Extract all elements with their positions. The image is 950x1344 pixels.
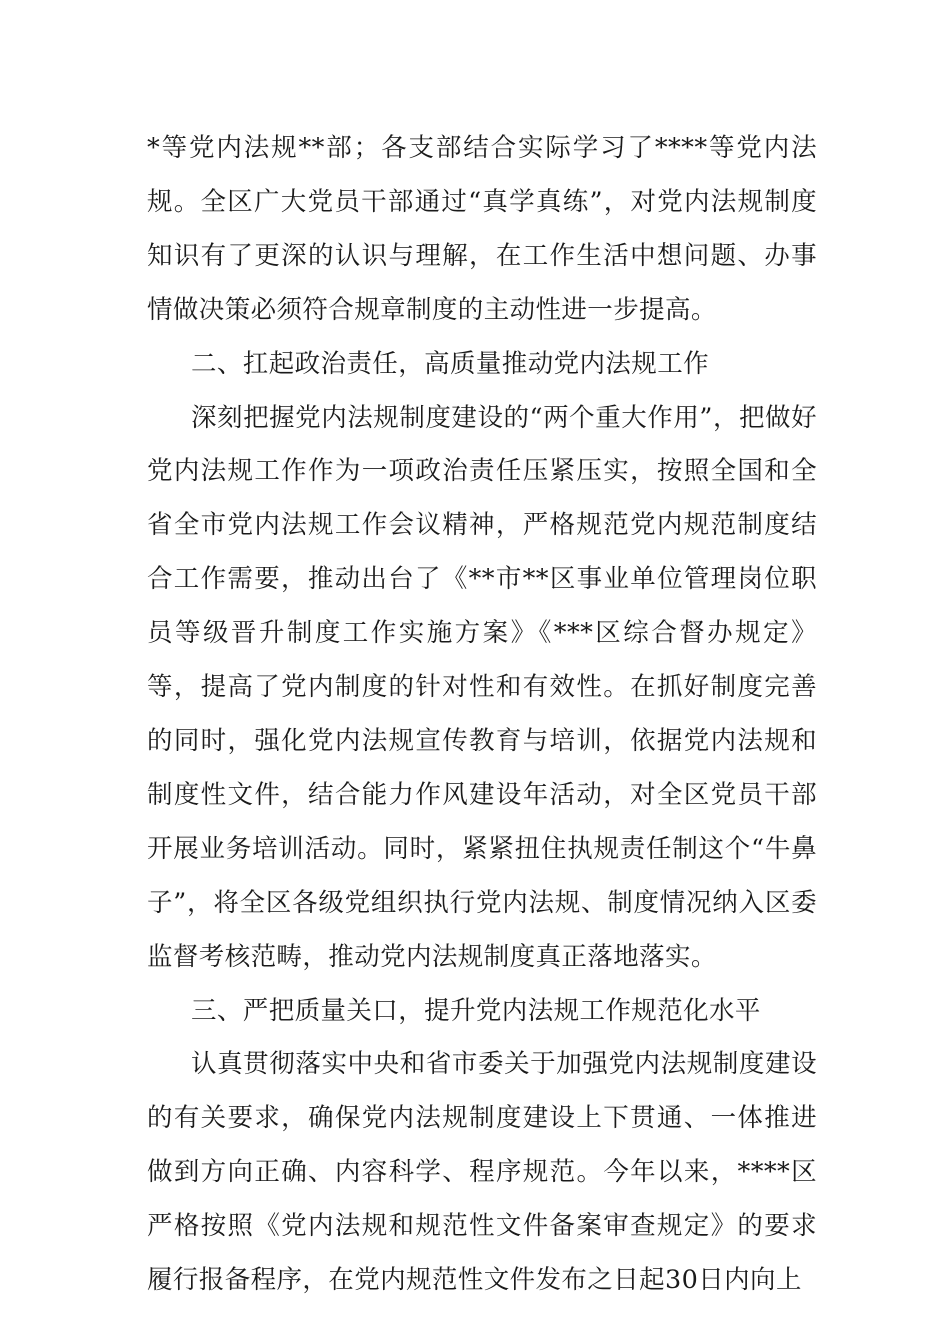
- paragraph-continuation: *等党内法规**部；各支部结合实际学习了****等党内法规。全区广大党员干部通过“真学真练”，对党内法规制度知识有了更深的认识与理解，在工作生活中想问题、办事情做决策必须符合规章制度的主动性进一步提高。: [147, 133, 817, 325]
- section-heading-2: 二、扛起政治责任，高质量推动党内法规工作: [191, 348, 710, 379]
- document-body: [147, 122, 817, 1308]
- paragraph-section-2: 深刻把握党内法规制度建设的“两个重大作用”，把做好党内法规工作作为一项政治责任压紧压实，按照全国和全省全市党内法规工作会议精神，严格规范党内规范制度结合工作需要，推动出台了《**市**区事业单位管理岗位职员等级晋升制度工作实施方案》《***区综合督办规定》等，提高了党内制度的针对性和有效性。在抓好制度完善的同时，强化党内法规宣传教育与培训，依据党内法规和制度性文件，结合能力作风建设年活动，对全区党员干部开展业务培训活动。同时，紧紧扭住执规责任制这个“牛鼻子”，将全区各级党组织执行党内法规、制度情况纳入区委监督考核范畴，推动党内法规制度真正落地落实。: [147, 402, 817, 972]
- section-heading-3: 三、严把质量关口，提升党内法规工作规范化水平: [191, 995, 761, 1026]
- paragraph-section-3: 认真贯彻落实中央和省市委关于加强党内法规制度建设的有关要求，确保党内法规制度建设上下贯通、一体推进做到方向正确、内容科学、程序规范。今年以来，****区严格按照《党内法规和规范性文件备案审查规定》的要求履行报备程序，在党内规范性文件发布之日起30日内向上: [147, 1049, 817, 1296]
